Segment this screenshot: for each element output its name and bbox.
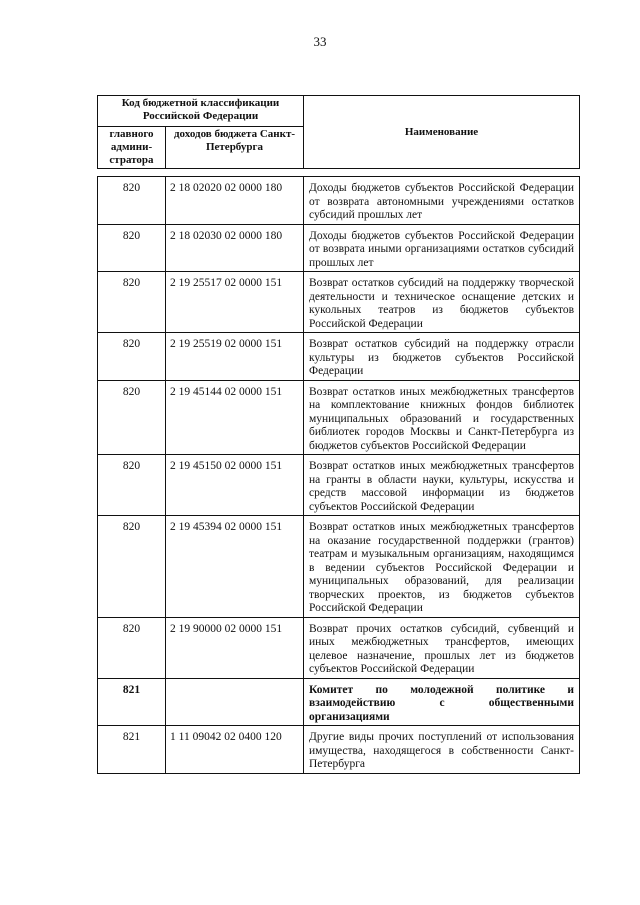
table-row [98,333,580,381]
cell-admin-code: 820 [98,455,166,516]
table-row [98,516,580,618]
table-row [98,380,580,455]
cell-admin-code: 820 [98,333,166,381]
cell-income-code: 2 19 45394 02 0000 151 [166,516,304,618]
cell-income-code [166,678,304,726]
cell-admin-code: 820 [98,272,166,333]
cell-income-code: 2 19 25519 02 0000 151 [166,333,304,381]
cell-name: Возврат остатков иных межбюджетных трансфертов на комплектование книжных фондов библиотек муниципальных образований и государственных библиотек городов Москвы и Санкт-Петербурга из бюджетов субъектов Российской Федерации [304,380,580,455]
table-row [98,455,580,516]
cell-admin-code: 820 [98,516,166,618]
page-number: 33 [313,34,327,49]
table-row [98,617,580,678]
cell-name: Доходы бюджетов субъектов Российской Федерации от возврата иными организациями остатков субсидий прошлых лет [304,224,580,272]
budget-codes-table [97,176,580,774]
cell-income-code: 2 19 45144 02 0000 151 [166,380,304,455]
cell-income-code: 2 19 90000 02 0000 151 [166,617,304,678]
header-group-title: Код бюджетной классификации Российской Федерации [98,96,304,127]
cell-name: Другие виды прочих поступлений от использования имущества, находящегося в собственности Санкт-Петербурга [304,726,580,774]
cell-name: Возврат остатков субсидий на поддержку творческой деятельности и техническое оснащение детских и кукольных театров из бюджетов субъектов Российской Федерации [304,272,580,333]
cell-admin-code: 821 [98,678,166,726]
header-admin: главного админи-стратора [98,127,166,169]
cell-name: Возврат остатков иных межбюджетных трансфертов на оказание государственной поддержки (грантов) театрам и музыкальным организациям, находящимся в ведении субъектов Российской Федерации и муниципальных образований, для реализации творческих проектов, из бюджетов субъектов Российской Федерации [304,516,580,618]
table-row [98,272,580,333]
table-row [98,678,580,726]
table-row [98,177,580,225]
header-name: Наименование [304,96,580,169]
cell-admin-code: 821 [98,726,166,774]
header-income: доходов бюджета Санкт-Петербурга [166,127,304,169]
cell-income-code: 2 19 45150 02 0000 151 [166,455,304,516]
cell-income-code: 2 18 02020 02 0000 180 [166,177,304,225]
cell-name: Возврат прочих остатков субсидий, субвенций и иных межбюджетных трансфертов, имеющих целевое назначение, прошлых лет из бюджетов субъектов Российской Федерации [304,617,580,678]
cell-income-code: 1 11 09042 02 0400 120 [166,726,304,774]
table-header [97,95,580,169]
cell-admin-code: 820 [98,617,166,678]
cell-name: Доходы бюджетов субъектов Российской Федерации от возврата автономными учреждениями остатков субсидий прошлых лет [304,177,580,225]
cell-income-code: 2 19 25517 02 0000 151 [166,272,304,333]
cell-name: Возврат остатков иных межбюджетных трансфертов на гранты в области науки, культуры, искусства и средств массовой информации из бюджетов субъектов Российской Федерации [304,455,580,516]
table-row [98,224,580,272]
cell-admin-code: 820 [98,177,166,225]
cell-admin-code: 820 [98,224,166,272]
table-row [98,726,580,774]
cell-name: Возврат остатков субсидий на поддержку отрасли культуры из бюджетов субъектов Российской Федерации [304,333,580,381]
table-body [98,177,580,774]
cell-name: Комитет по молодежной политике и взаимодействию с общественными организациями [304,678,580,726]
cell-admin-code: 820 [98,380,166,455]
cell-income-code: 2 18 02030 02 0000 180 [166,224,304,272]
